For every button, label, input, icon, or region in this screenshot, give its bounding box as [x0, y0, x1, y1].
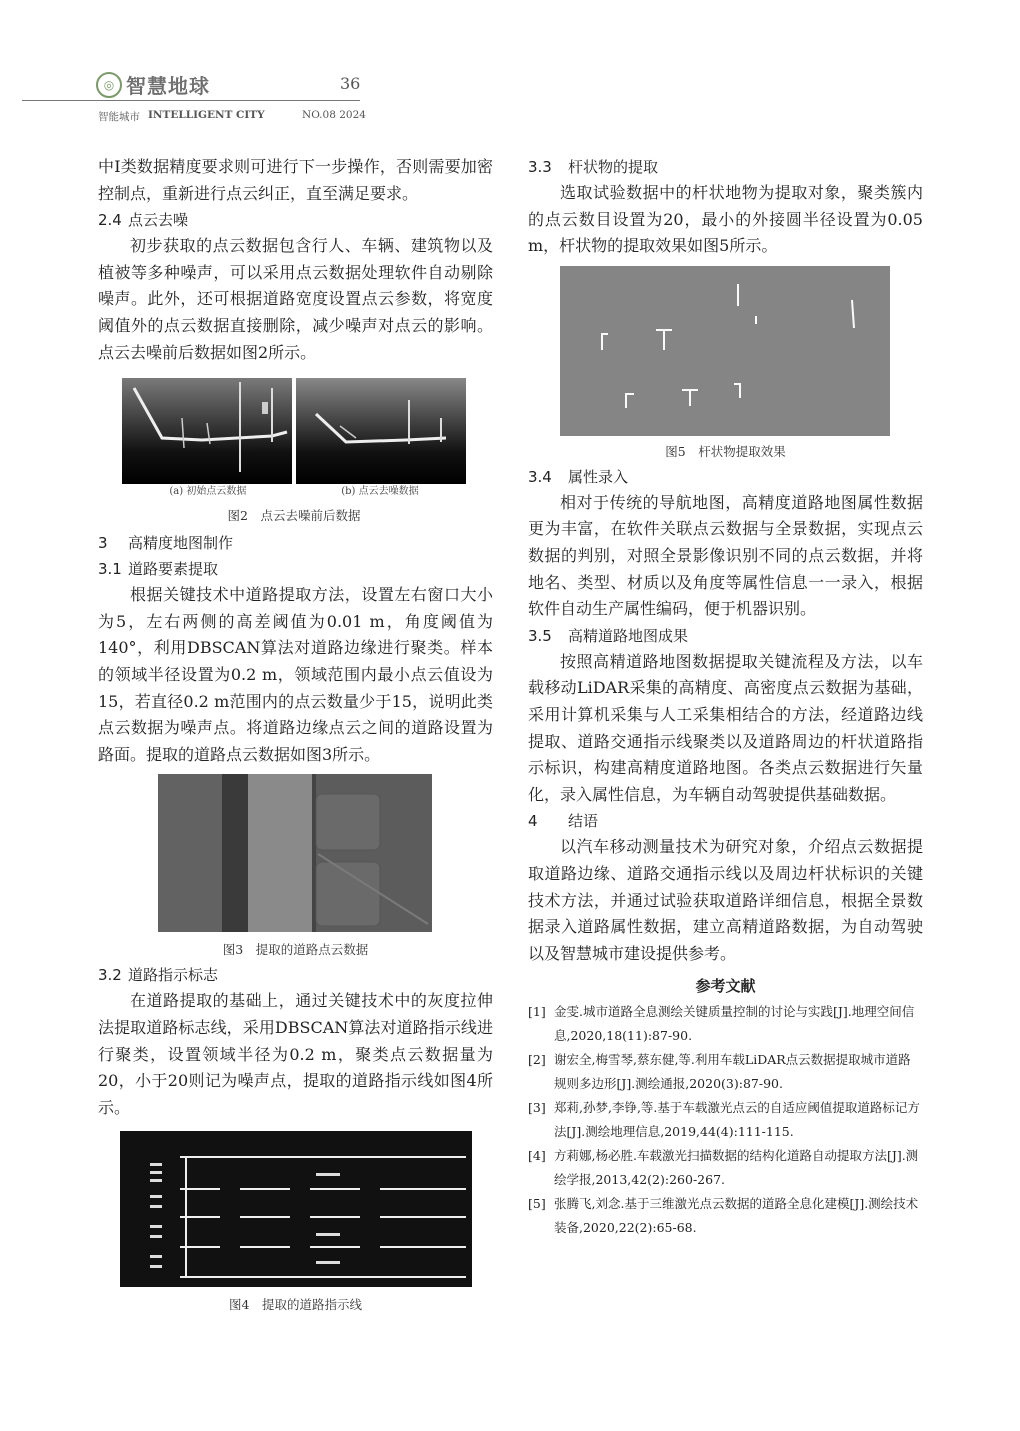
references-list	[528, 1000, 923, 1240]
journal-name-en: INTELLIGENT CITY	[148, 109, 265, 121]
paragraph-3-1: 根据关键技术中道路提取方法，设置左右窗口大小为5，左右两侧的高差阈值为0.01 m，角度阈值为140°，利用DBSCAN算法对道路边缘进行聚类。样本的领域半径设置为0.2 m，领域范围内最小点云值设为15，若直径0.2 m范围内的点云数量少于15，说明此类点云数据为噪声点。将道路边缘点云之间的道路设置为路面。提取的道路点云数据如图3所示。	[98, 585, 493, 764]
figure-3	[98, 774, 493, 960]
figure-2	[98, 378, 493, 526]
paragraph-3-2: 在道路提取的基础上，通过关键技术中的灰度拉伸法提取道路标志线，采用DBSCAN算法对道路指示线进行聚类，设置领域半径为0.2 m，聚类点云数据量为20，小于20则记为噪声点，提取的道路指示线如图4所示。	[98, 991, 493, 1117]
figure-5-image	[560, 266, 890, 436]
page-number: 36	[340, 74, 361, 93]
right-column	[528, 154, 923, 1240]
paragraph-intro: 中Ⅰ类数据精度要求则可进行下一步操作，否则需要加密控制点，重新进行点云纠正，直至满足要求。	[98, 157, 493, 203]
figure-2a-image	[122, 378, 292, 484]
journal-logo	[96, 70, 210, 99]
reference-item: [4] 方莉娜,杨必胜.车载激光扫描数据的结构化道路自动提取方法[J].测绘学报,2013,42(2):260-267.	[528, 1148, 919, 1188]
section-heading-3-1: 3.1 道路要素提取	[98, 560, 219, 579]
section-heading-3-2: 3.2 道路指示标志	[98, 966, 219, 985]
left-column	[98, 154, 493, 1315]
journal-logo-text: 智慧地球	[126, 74, 210, 98]
figure-2-caption: 图2 点云去噪前后数据	[227, 508, 361, 524]
paragraph-3-3: 选取试验数据中的杆状地物为提取对象，聚类簇内的点云数目设置为20，最小的外接圆半径设置为0.05 m，杆状物的提取效果如图5所示。	[528, 183, 923, 256]
figure-5-caption: 图5 杆状物提取效果	[665, 443, 786, 459]
figure-2b-image	[296, 378, 466, 484]
paragraph-3-5: 按照高精道路地图数据提取关键流程及方法，以车载移动LiDAR采集的高精度、高密度点云数据为基础，采用计算机采集与人工采集相结合的方法，经道路边线提取、道路交通指示线聚类以及道路周边的杆状道路指示标识，构建高精度道路地图。各类点云数据进行矢量化，录入属性信息，为车辆自动驾驶提供基础数据。	[528, 651, 923, 804]
section-heading-2-4: 2.4 点云去噪	[98, 211, 189, 230]
reference-item: [2] 谢宏全,梅雪琴,蔡东健,等.利用车载LiDAR点云数据提取城市道路规则多边形[J].测绘通报,2020(3):87-90.	[528, 1052, 911, 1092]
section-heading-3-4: 3.4 属性录入	[528, 467, 629, 486]
journal-name	[98, 109, 265, 124]
figure-2b-subcaption: (b) 点云去噪数据	[341, 486, 419, 498]
figure-3-image	[158, 774, 432, 932]
paragraph-3-4: 相对于传统的导航地图，高精度道路地图属性数据更为丰富，在软件关联点云数据与全景数据，实现点云数据的判别，对照全景影像识别不同的点云数据，并将地名、类型、材质以及角度等属性信息一一录入，根据软件自动生产属性编码，便于机器识别。	[528, 492, 923, 619]
paragraph-2-4: 初步获取的点云数据包含行人、车辆、建筑物以及植被等多种噪声，可以采用点云数据处理软件自动剔除噪声。此外，还可根据道路宽度设置点云参数，将宽度阈值外的点云数据直接删除，减少噪声对点云的影响。点云去噪前后数据如图2所示。	[98, 236, 493, 362]
header-divider	[22, 100, 360, 101]
reference-item: [1] 金雯.城市道路全息测绘关键质量控制的讨论与实践[J].地理空间信息,2020,18(11):87-90.	[528, 1004, 915, 1044]
paragraph-4: 以汽车移动测量技术为研究对象，介绍点云数据提取道路边缘、道路交通指示线以及周边杆状标识的关键技术方法，并通过试验获取道路详细信息，根据全景数据录入道路属性数据，建立高精道路数据，为自动驾驶以及智慧城市建设提供参考。	[528, 837, 923, 963]
section-heading-3-3: 3.3 杆状物的提取	[528, 158, 659, 176]
figure-4	[98, 1131, 493, 1315]
journal-name-cn: 智能城市	[98, 111, 140, 123]
section-heading-3-5: 3.5 高精道路地图成果	[528, 626, 689, 645]
figure-2a-subcaption: (a) 初始点云数据	[169, 486, 247, 498]
references-heading: 参考文献	[695, 977, 756, 996]
section-heading-4: 4 结语	[528, 812, 599, 831]
figure-3-caption: 图3 提取的道路点云数据	[222, 942, 369, 958]
section-heading-3: 3 高精度地图制作	[98, 534, 234, 553]
reference-item: [3] 郑莉,孙梦,李铮,等.基于车载激光点云的自适应阈值提取道路标记方法[J].测绘地理信息,2019,44(4):111-115.	[528, 1100, 920, 1140]
figure-4-caption: 图4 提取的道路指示线	[229, 1297, 362, 1313]
reference-item: [5] 张腾飞,刘念.基于三维激光点云数据的道路全息化建模[J].测绘技术装备,2020,22(2):65-68.	[528, 1196, 919, 1236]
figure-5	[528, 266, 923, 462]
issue-label: NO.08 2024	[302, 109, 366, 121]
figure-4-image	[120, 1131, 472, 1287]
globe-icon: ◎	[96, 72, 122, 98]
